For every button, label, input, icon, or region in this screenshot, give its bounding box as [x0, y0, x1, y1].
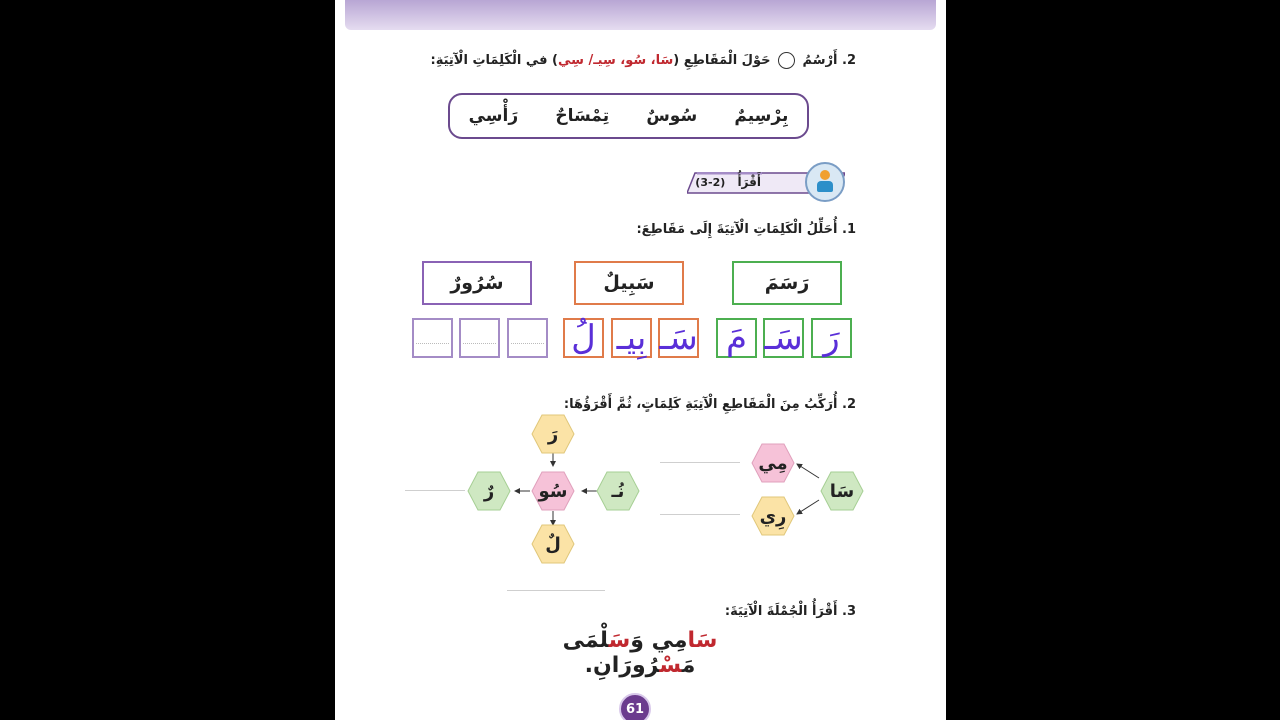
instruction-text: حَوْلَ الْمَقَاطِعِ ( [673, 53, 771, 68]
hex-syllable[interactable]: لٌ [531, 524, 575, 564]
answer-line[interactable] [660, 462, 740, 463]
word-item[interactable]: رَأْسِي [468, 106, 519, 126]
word-card-sabil: سَبِيلٌ [574, 261, 684, 305]
answer-line[interactable] [405, 490, 465, 491]
page-number: 61 [619, 693, 651, 720]
answer-line[interactable] [507, 590, 605, 591]
sentence-part-highlight: سْ [659, 653, 682, 678]
q3-instruction: 3. أَقْرَأُ الْجُمْلَةَ الْآتِيَةَ: [724, 604, 856, 619]
syllable-cell[interactable]: بِيـ [611, 318, 652, 358]
reading-sentence [525, 628, 755, 678]
target-syllables: سَا، سُو، سِيـ/ سِي [557, 53, 674, 68]
hex-syllable-center[interactable]: سُو [531, 471, 575, 511]
read-title: أَقْرَأُ (2-3) [695, 175, 761, 189]
syllable-cell[interactable]: لُ [563, 318, 604, 358]
syllable-cell[interactable]: سَـ [659, 318, 698, 358]
instruction-suffix: ) في الْكَلِمَاتِ الْآتِيَةِ: [430, 53, 558, 68]
question-number: 2. [842, 397, 856, 412]
question-number: 3. [842, 604, 856, 619]
sentence-part-highlight: سَا [687, 628, 718, 653]
syllable-cell[interactable]: سَـ [764, 318, 803, 358]
syllable-cell[interactable]: مَ [716, 318, 757, 358]
hex-syllable[interactable]: نُـ [596, 471, 640, 511]
word-item[interactable]: سُوسٌ [646, 106, 698, 126]
sentence-part: مِي وَ [630, 628, 688, 653]
q2-instruction: 2. أُرَكِّبُ مِنَ الْمَقَاطِعِ الْآتِيَةِ كَلِمَاتٍ، ثُمَّ أَقْرَؤُهَا: [563, 397, 856, 412]
hex-syllable[interactable]: رٌ [467, 471, 511, 511]
workbook-page [335, 0, 946, 720]
q1-instruction: 1. أُحَلِّلُ الْكَلِمَاتِ الْآتِيَةَ إِلَى مَقَاطِعَ: [636, 222, 856, 237]
word-card-surur: سُرُورٌ [422, 261, 532, 305]
lesson-code: (2-3) [695, 176, 726, 189]
instruction-verb: أَرْسُمُ [802, 53, 838, 68]
hex-syllable[interactable]: مِي [751, 443, 795, 483]
hex-syllable-source[interactable]: سَا [820, 471, 864, 511]
word-item[interactable]: بِرْسِيمٌ [734, 106, 789, 126]
sentence-part-highlight: سَ [608, 628, 631, 653]
question-number: 2. [842, 53, 856, 68]
answer-line[interactable] [660, 514, 740, 515]
word-card-rasama: رَسَمَ [732, 261, 842, 305]
word-item[interactable]: تِمْسَاحٌ [555, 106, 610, 126]
sentence-part: رُورَانِ. [584, 653, 660, 678]
sentence-part: لْمَى مَ [562, 628, 696, 678]
syllable-cell[interactable]: رَ [811, 318, 852, 358]
hex-syllable[interactable]: رِي [751, 496, 795, 536]
hex-syllable[interactable]: رَ [531, 414, 575, 454]
question-number: 1. [842, 222, 856, 237]
